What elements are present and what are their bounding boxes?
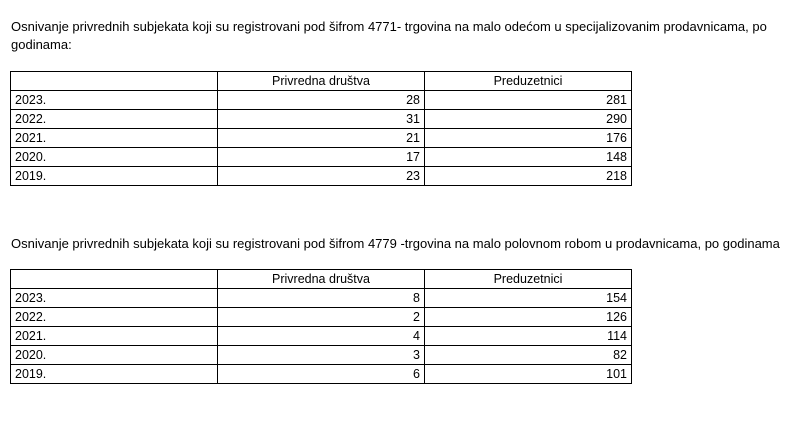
year-cell: 2023. [11,91,218,110]
firms-cell: 6 [218,365,425,384]
table-row [11,91,632,110]
entrepreneurs-cell: 126 [425,308,632,327]
table-row [11,327,632,346]
table-row [11,129,632,148]
table-row [11,167,632,186]
table-header-row [11,72,632,91]
table-1-caption: Osnivanje privrednih subjekata koji su registrovani pod šifrom 4771- trgovina na malo odećom u specijalizovanim prodavnicama, po godinama: [11,19,767,52]
firms-cell: 31 [218,110,425,129]
firms-cell: 28 [218,91,425,110]
registrations-table-4771 [10,71,632,186]
table-row [11,346,632,365]
table-row [11,289,632,308]
firms-cell: 8 [218,289,425,308]
entrepreneurs-cell: 148 [425,148,632,167]
firms-cell: 23 [218,167,425,186]
header-entrepreneurs: Preduzetnici [425,72,632,91]
year-cell: 2021. [11,327,218,346]
year-cell: 2023. [11,289,218,308]
header-year [11,72,218,91]
header-firms: Privredna društva [218,270,425,289]
firms-cell: 4 [218,327,425,346]
year-cell: 2019. [11,365,218,384]
entrepreneurs-cell: 218 [425,167,632,186]
table-row [11,110,632,129]
table-header-row [11,270,632,289]
header-entrepreneurs: Preduzetnici [425,270,632,289]
year-cell: 2022. [11,308,218,327]
header-year [11,270,218,289]
firms-cell: 21 [218,129,425,148]
entrepreneurs-cell: 281 [425,91,632,110]
table-row [11,365,632,384]
year-cell: 2021. [11,129,218,148]
firms-cell: 3 [218,346,425,365]
year-cell: 2022. [11,110,218,129]
header-firms: Privredna društva [218,72,425,91]
firms-cell: 2 [218,308,425,327]
registrations-table-4779 [10,269,632,384]
table-2-caption: Osnivanje privrednih subjekata koji su registrovani pod šifrom 4779 -trgovina na malo polovnom robom u prodavnicama, po godinama [11,236,780,251]
year-cell: 2019. [11,167,218,186]
entrepreneurs-cell: 176 [425,129,632,148]
entrepreneurs-cell: 82 [425,346,632,365]
table-row [11,308,632,327]
firms-cell: 17 [218,148,425,167]
year-cell: 2020. [11,148,218,167]
entrepreneurs-cell: 114 [425,327,632,346]
entrepreneurs-cell: 290 [425,110,632,129]
year-cell: 2020. [11,346,218,365]
entrepreneurs-cell: 101 [425,365,632,384]
entrepreneurs-cell: 154 [425,289,632,308]
table-row [11,148,632,167]
